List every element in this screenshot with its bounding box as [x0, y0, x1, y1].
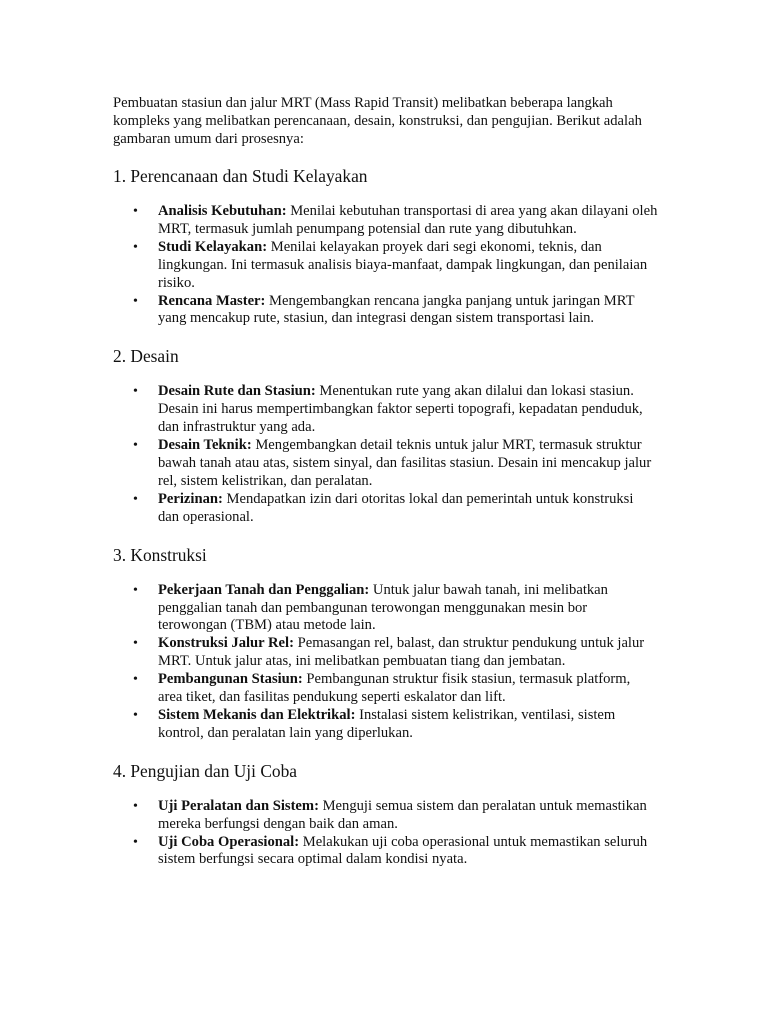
bullet-icon: • [133, 293, 138, 309]
item-text: Menguji semua sistem dan peralatan untuk memastikan mereka berfungsi dengan baik dan aman. [158, 797, 647, 832]
item-text: Menentukan rute yang akan dilalui dan lokasi stasiun. Desain ini harus mempertimbangkan faktor seperti topografi, kepadatan penduduk, dan infrastruktur yang ada. [158, 383, 643, 436]
intro-paragraph: Pembuatan stasiun dan jalur MRT (Mass Rapid Transit) melibatkan beberapa langkah kompleks yang melibatkan perencanaan, desain, konstruksi, dan pengujian. Berikut adalah gambaran umum dari prosesnya: [113, 95, 642, 147]
item-term: Perizinan: [158, 490, 223, 507]
bullet-icon: • [133, 239, 138, 255]
bullet-icon: • [133, 707, 138, 723]
bullet-icon: • [133, 798, 138, 814]
item-term: Konstruksi Jalur Rel: [158, 635, 294, 652]
bullet-icon: • [133, 438, 138, 454]
item-term: Pembangunan Stasiun: [158, 671, 303, 688]
bullet-icon: • [133, 384, 138, 400]
list-item [113, 437, 658, 491]
item-text: Pemasangan rel, balast, dan struktur pendukung untuk jalur MRT. Untuk jalur atas, ini melibatkan pembuatan tiang dan jembatan. [158, 635, 645, 670]
item-term: Analisis Kebutuhan: [158, 203, 287, 219]
section-list-desain [113, 383, 658, 526]
bullet-icon: • [133, 636, 138, 652]
bullet-icon: • [133, 672, 138, 688]
item-text: Instalasi sistem kelistrikan, ventilasi, sistem kontrol, dan peralatan lain yang diperlukan. [158, 706, 616, 741]
list-item [113, 239, 658, 293]
section-title-perencanaan: 1. Perencanaan dan Studi Kelayakan [113, 166, 368, 186]
item-term: Rencana Master: [158, 292, 266, 309]
section-list-perencanaan [113, 203, 658, 328]
item-text: Menilai kebutuhan transportasi di area yang akan dilayani oleh MRT, termasuk jumlah penumpang potensial dan rute yang dibutuhkan. [158, 203, 658, 237]
section-title-desain: 2. Desain [113, 346, 179, 367]
item-term: Uji Peralatan dan Sistem: [158, 797, 319, 814]
list-item [113, 707, 658, 743]
item-term: Studi Kelayakan: [158, 238, 268, 255]
item-text: Menilai kelayakan proyek dari segi ekonomi, teknis, dan lingkungan. Ini termasuk analisis biaya-manfaat, dampak lingkungan, dan penilaian risiko. [158, 238, 648, 291]
list-item [113, 582, 658, 636]
list-item [113, 383, 658, 437]
bullet-icon: • [133, 491, 138, 507]
section-title-konstruksi: 3. Konstruksi [113, 544, 207, 565]
list-item [113, 293, 658, 329]
list-item [113, 635, 658, 671]
bullet-icon: • [133, 582, 138, 598]
bullet-icon: • [133, 834, 138, 850]
item-text: Melakukan uji coba operasional untuk memastikan seluruh sistem berfungsi secara optimal dalam kondisi nyata. [158, 833, 648, 868]
item-text: Mengembangkan rencana jangka panjang untuk jaringan MRT yang mencakup rute, stasiun, dan integrasi dengan sistem transportasi lain. [158, 292, 635, 327]
list-item [113, 798, 658, 834]
list-item [113, 491, 658, 527]
item-text: Untuk jalur bawah tanah, ini melibatkan penggalian tanah dan pembangunan terowongan menggunakan mesin bor terowongan (TBM) atau metode lain. [158, 581, 608, 634]
item-term: Pekerjaan Tanah dan Penggalian: [158, 581, 370, 598]
section-list-pengujian [113, 798, 658, 870]
item-term: Desain Rute dan Stasiun: [158, 383, 316, 400]
item-text: Mendapatkan izin dari otoritas lokal dan pemerintah untuk konstruksi dan operasional. [158, 490, 634, 525]
item-term: Uji Coba Operasional: [158, 833, 300, 850]
item-text: Pembangunan struktur fisik stasiun, termasuk platform, area tiket, dan fasilitas pendukung seperti eskalator dan lift. [158, 671, 631, 706]
item-text: Mengembangkan detail teknis untuk jalur MRT, termasuk struktur bawah tanah atau atas, sistem sinyal, dan fasilitas stasiun. Desain ini mencakup jalur rel, sistem kelistrikan, dan peralatan. [158, 437, 652, 489]
bullet-icon: • [133, 204, 138, 219]
section-title-pengujian: 4. Pengujian dan Uji Coba [113, 760, 298, 781]
section-list-konstruksi [113, 582, 658, 743]
item-term: Desain Teknik: [158, 437, 252, 454]
item-term: Sistem Mekanis dan Elektrikal: [158, 706, 356, 723]
list-item [113, 834, 658, 870]
list-item [113, 203, 658, 239]
list-item [113, 671, 658, 707]
